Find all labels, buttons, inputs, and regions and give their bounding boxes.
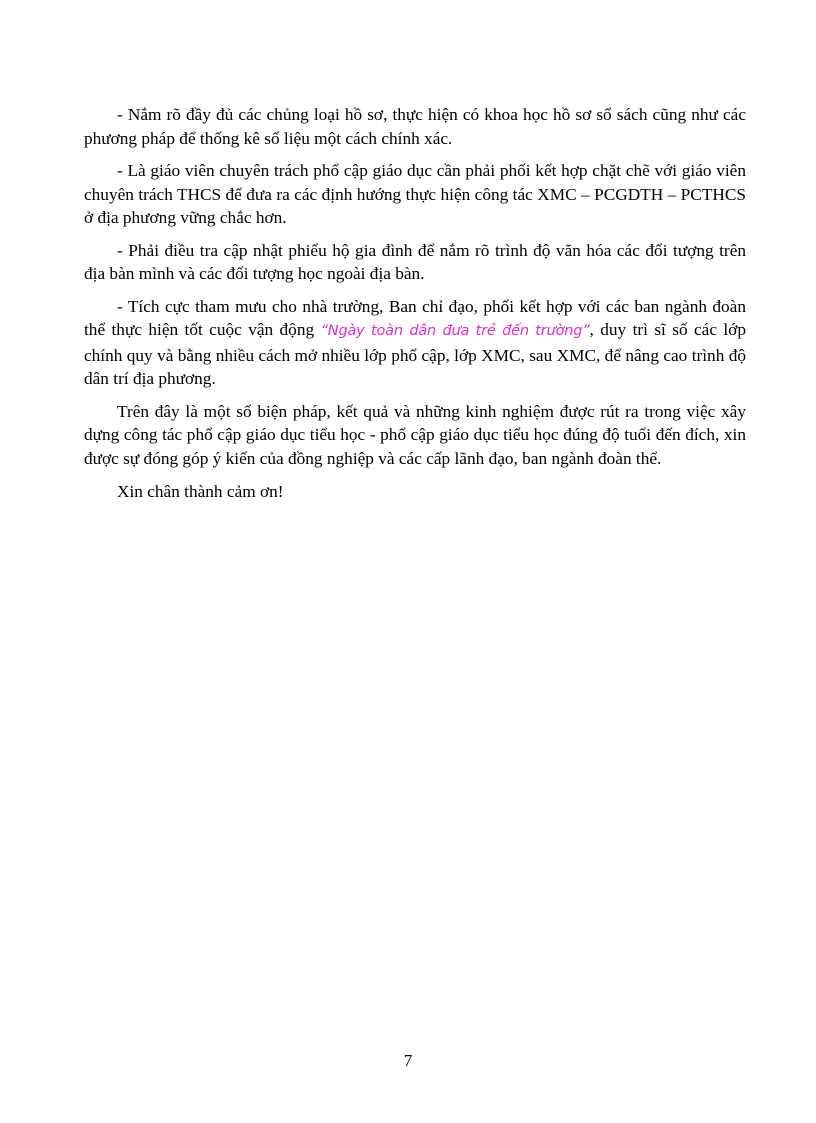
paragraph-coordination: - Là giáo viên chuyên trách phổ cập giáo dục cần phải phối kết hợp chặt chẽ với giáo viên chuyên trách THCS để đưa ra các định hướng thực hiện công tác XMC – PCGDTH – PCTHCS ở địa phương vững chắc hơn. [84, 161, 746, 227]
page-number: 7 [403, 1051, 413, 1070]
campaign-quote: “Ngày toàn dân đưa trẻ đến trường” [320, 323, 590, 339]
paragraph-advocacy-text-after: , duy trì sĩ số các lớp chính quy và bằng nhiều cách mở nhiều lớp phổ cập, lớp XMC, sau XMC, để nâng cao trình độ dân trí địa phương. [84, 320, 746, 388]
paragraph-records: - Nắm rõ đầy đủ các chủng loại hồ sơ, thực hiện có khoa học hồ sơ sổ sách cũng như các phương pháp để thống kê số liệu một cách chính xác. [84, 105, 746, 148]
paragraph-advocacy [84, 295, 746, 391]
paragraph-survey: - Phải điều tra cập nhật phiếu hộ gia đình để nắm rõ trình độ văn hóa các đối tượng trên địa bàn mình và các đối tượng học ngoài địa bàn. [84, 240, 746, 283]
document-page [84, 103, 746, 513]
paragraph-conclusion: Trên đây là một số biện pháp, kết quả và những kinh nghiệm được rút ra trong việc xây dựng công tác phổ cập giáo dục tiểu học - phổ cập giáo dục tiểu học đúng độ tuổi đến đích, xin được sự đóng góp ý kiến của đồng nghiệp và các cấp lãnh đạo, ban ngành đoàn thể. [84, 401, 746, 468]
paragraph-advocacy-text-before: - Tích cực tham mưu cho nhà trường, Ban chỉ đạo, phối kết hợp với các ban ngành đoàn thể thực hiện tốt cuộc vận động [84, 296, 746, 339]
closing-thanks: Xin chân thành cảm ơn! [117, 482, 284, 501]
